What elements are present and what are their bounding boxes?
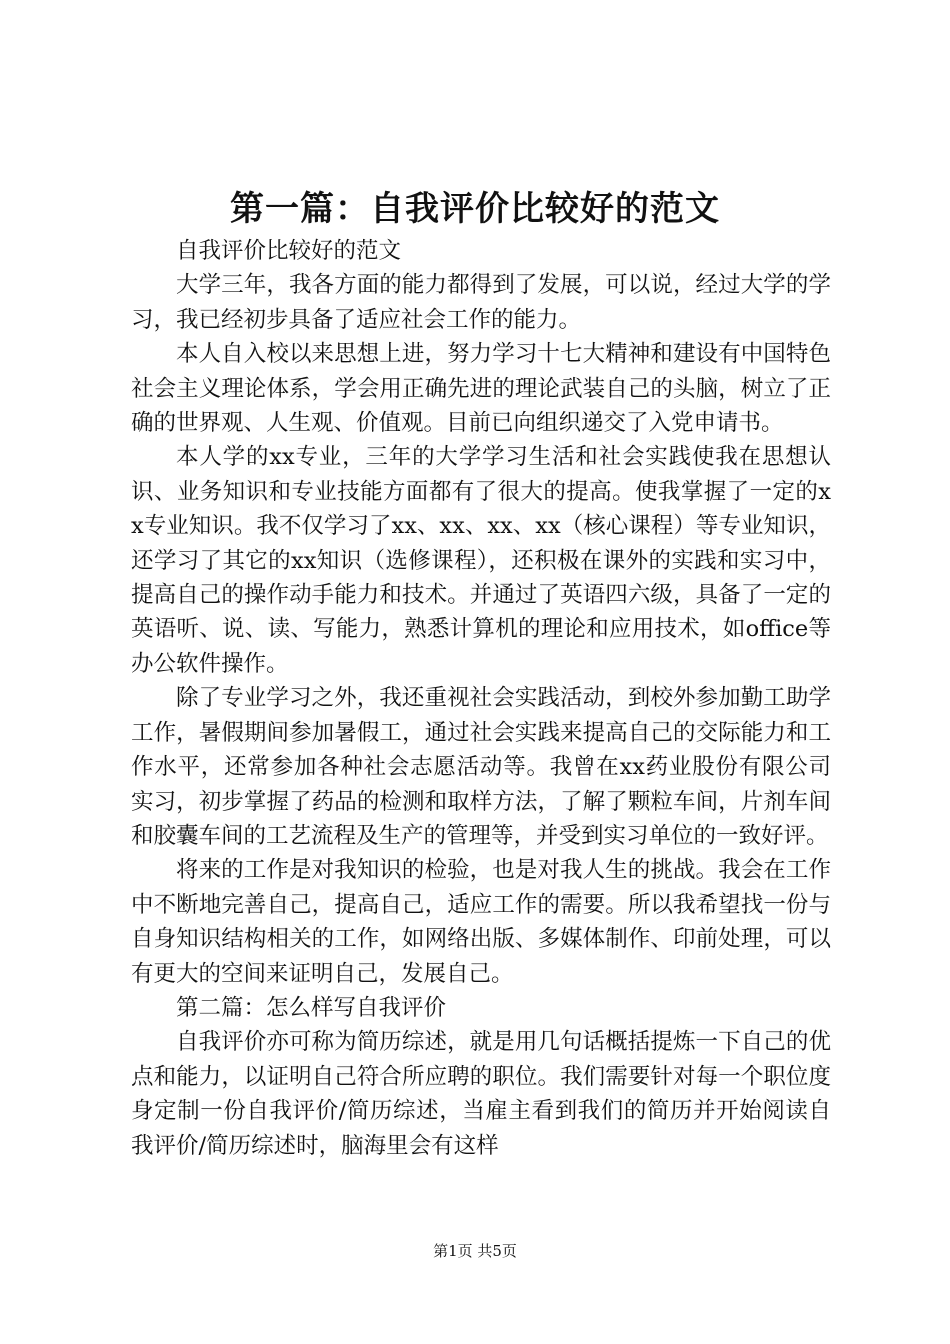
document-body — [131, 234, 831, 1163]
paragraph: 大学三年，我各方面的能力都得到了发展，可以说，经过大学的学习，我已经初步具备了适应社会工作的能力。 — [131, 272, 831, 333]
document-title: 第一篇：自我评价比较好的范文 — [230, 189, 720, 229]
section-heading: 第二篇：怎么样写自我评价 — [176, 994, 447, 1021]
paragraph-subtitle: 自我评价比较好的范文 — [176, 238, 402, 264]
paragraph: 本人学的xx专业，三年的大学学习生活和社会实践使我在思想认识、业务知识和专业技能方面都有了很大的提高。使我掌握了一定的xx专业知识。我不仅学习了xx、xx、xx、xx（核心课程）等专业知识，还学习了其它的xx知识（选修课程），还积极在课外的实践和实习中，提高自己的操作动手能力和技术。并通过了英语四六级，具备了一定的英语听、说、读、写能力，熟悉计算机的理论和应用技术，如office等办公软件操作。 — [131, 444, 831, 677]
paragraph: 将来的工作是对我知识的检验，也是对我人生的挑战。我会在工作中不断地完善自己，提高自己，适应工作的需要。所以我希望找一份与自身知识结构相关的工作，如网络出版、多媒体制作、印前处理，可以有更大的空间来证明自己，发展自己。 — [131, 857, 831, 987]
paragraph: 除了专业学习之外，我还重视社会实践活动，到校外参加勤工助学工作，暑假期间参加暑假工，通过社会实践来提高自己的交际能力和工作水平，还常参加各种社会志愿活动等。我曾在xx药业股份有限公司实习，初步掌握了药品的检测和取样方法，了解了颗粒车间，片剂车间和胶囊车间的工艺流程及生产的管理等，并受到实习单位的一致好评。 — [131, 685, 831, 849]
paragraph: 本人自入校以来思想上进，努力学习十七大精神和建设有中国特色社会主义理论体系，学会用正确先进的理论武装自己的头脑，树立了正确的世界观、人生观、价值观。目前已向组织递交了入党申请书。 — [131, 341, 831, 437]
paragraph: 自我评价亦可称为简历综述，就是用几句话概括提炼一下自己的优点和能力，以证明自己符合所应聘的职位。我们需要针对每一个职位度身定制一份自我评价/简历综述，当雇主看到我们的简历并开始阅读自我评价/简历综述时，脑海里会有这样 — [131, 1029, 831, 1159]
page-footer: 第1页 共5页 — [433, 1242, 517, 1260]
